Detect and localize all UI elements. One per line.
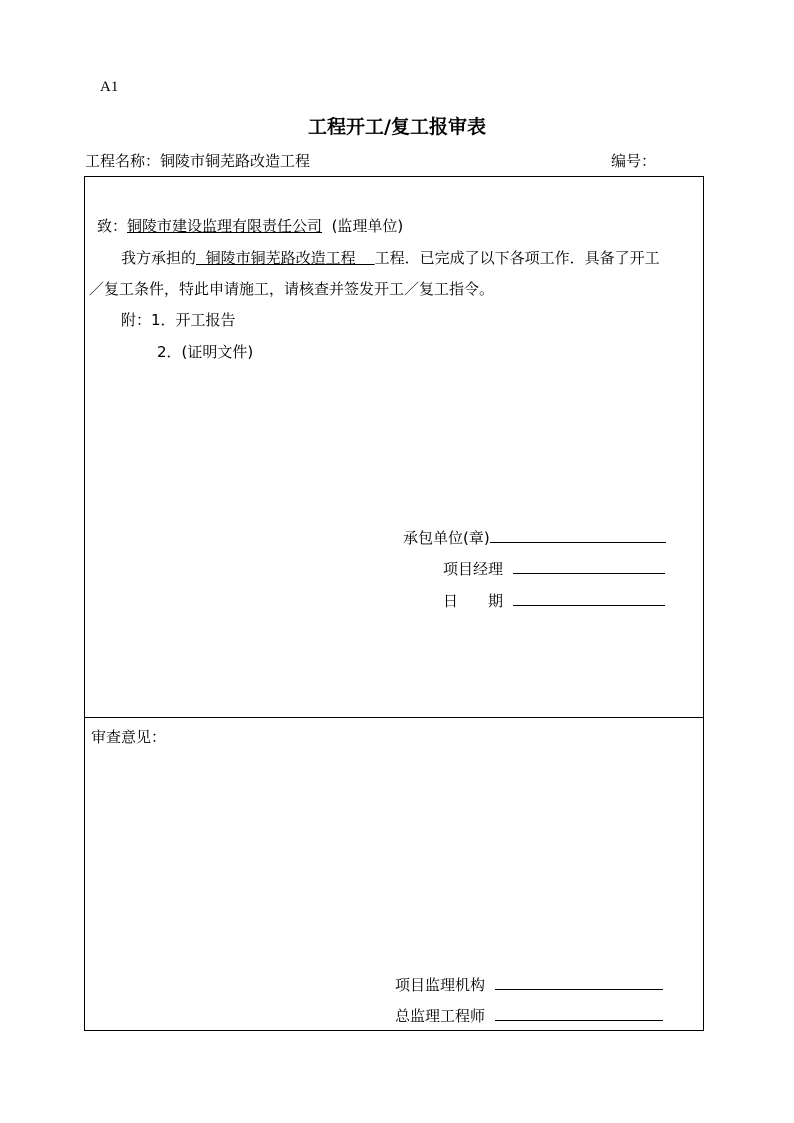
supervision-org-line xyxy=(495,975,663,990)
para-project: 铜陵市铜芜路改造工程 xyxy=(205,249,356,267)
form-code: A1 xyxy=(100,79,119,95)
attach-label: 附： xyxy=(121,311,152,329)
application-section xyxy=(85,177,703,718)
para-prefix: 我方承担的 xyxy=(121,249,197,267)
chief-engineer-row xyxy=(395,1005,663,1026)
page-title: 工程开工/复工报审表 xyxy=(308,116,486,138)
paragraph-line-1 xyxy=(121,247,660,268)
project-name-label: 工程名称： xyxy=(85,152,161,170)
manager-signature-line xyxy=(513,559,665,574)
date-label: 日 期 xyxy=(443,592,504,610)
paragraph-line-2: ／复工条件，特此申请施工，请核查并签发开工／复工指令。 xyxy=(89,280,495,298)
date-row xyxy=(443,590,665,611)
contractor-label: 承包单位(章) xyxy=(403,529,490,547)
supervision-org-label: 项目监理机构 xyxy=(395,976,486,994)
to-label: 致： xyxy=(97,217,128,235)
contractor-signature-line xyxy=(490,528,666,543)
number-label: 编号： xyxy=(611,152,657,170)
attachment-2: 2．(证明文件) xyxy=(157,343,254,361)
attachment-1: 1．开工报告 xyxy=(151,311,236,329)
review-opinion-label: 审查意见： xyxy=(91,728,167,746)
attachment-1-line xyxy=(121,309,236,330)
contractor-signature-row xyxy=(403,527,666,548)
form-table xyxy=(84,176,704,1031)
chief-engineer-label: 总监理工程师 xyxy=(395,1007,486,1025)
date-line xyxy=(513,591,665,606)
to-org: 铜陵市建设监理有限责任公司 xyxy=(127,217,323,235)
review-section xyxy=(85,718,703,1030)
manager-label: 项目经理 xyxy=(443,560,504,578)
manager-signature-row xyxy=(443,558,665,579)
chief-engineer-line xyxy=(495,1006,663,1021)
para-rest-1: 工程．已完成了以下各项工作．具备了开工 xyxy=(374,249,660,267)
project-name-value: 铜陵市铜芜路改造工程 xyxy=(160,152,311,170)
project-name-line xyxy=(85,150,310,171)
to-suffix: (监理单位) xyxy=(331,217,404,235)
supervision-org-row xyxy=(395,974,663,995)
to-line xyxy=(97,215,403,236)
